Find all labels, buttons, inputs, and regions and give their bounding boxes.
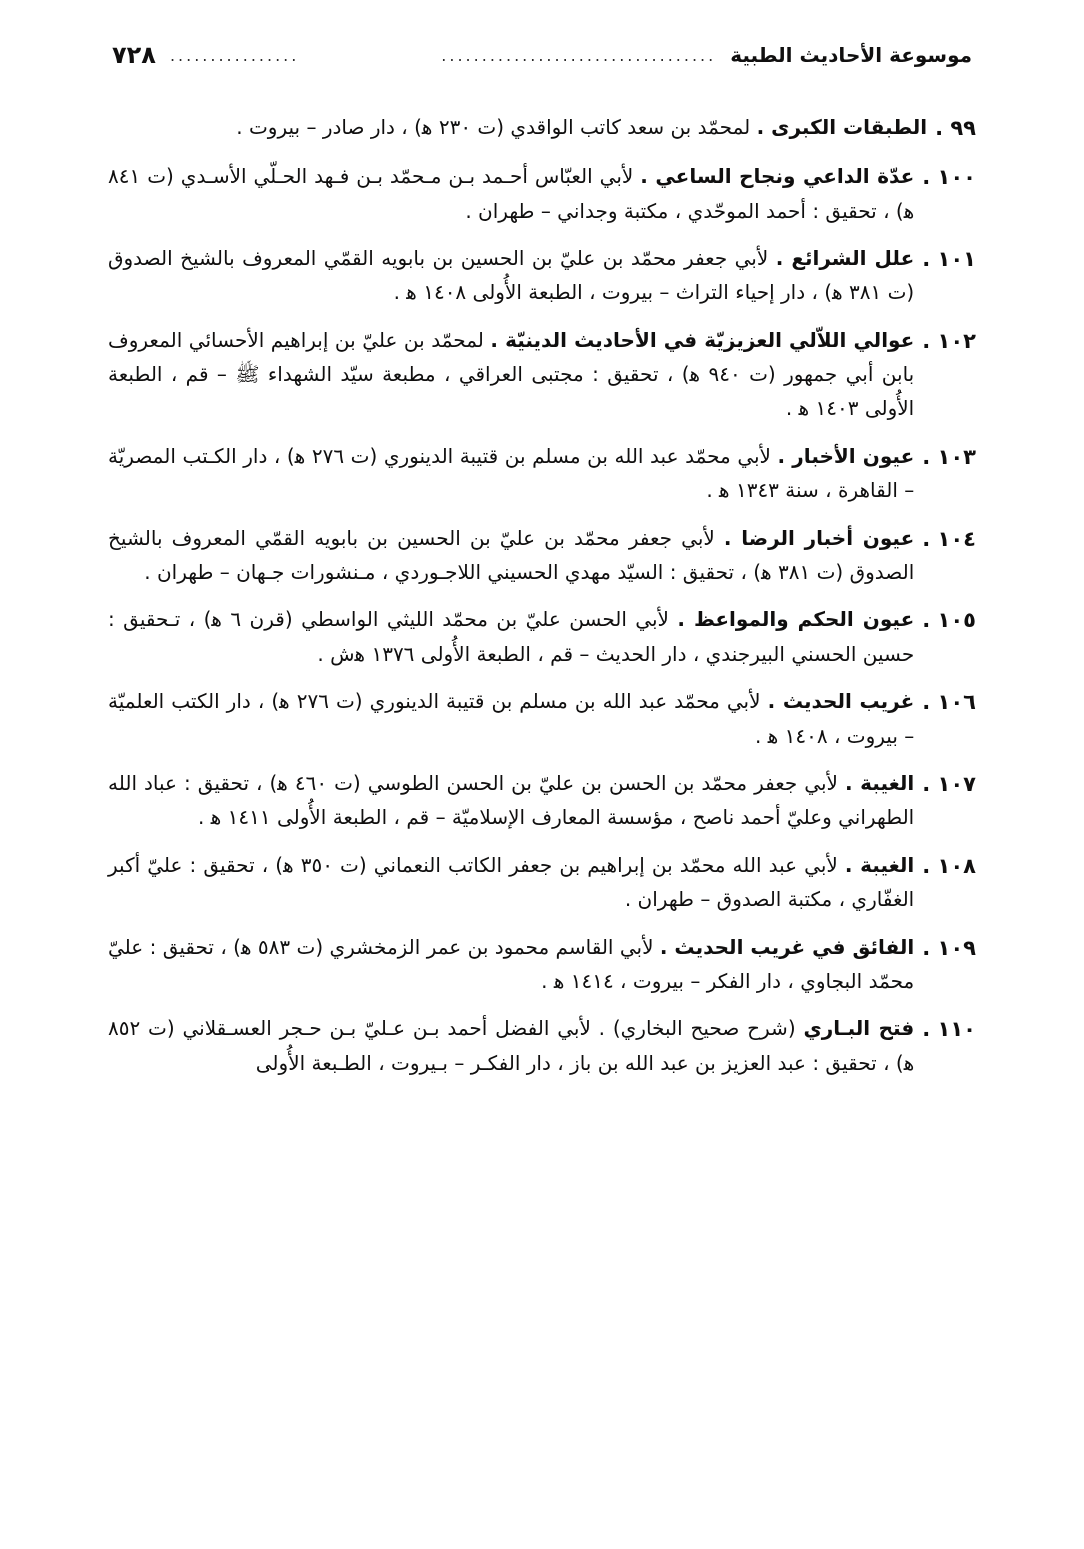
entry-title: فتح البـاري: [803, 1016, 915, 1041]
entry-number: ١٠٤ .: [922, 526, 976, 551]
entry-number: ١٠٨ .: [922, 853, 976, 878]
list-item: [108, 110, 976, 146]
entry-details: لأبي جعفر محمّد بن عليّ بن الحسين بن بابويه القمّي المعروف بالشيخ الصدوق (ت ٣٨١ ﻫ) ، تحقيق : السيّد مهدي الحسيني اللاجـوردي ، مـنشورات جـهان – طهران .: [108, 525, 915, 585]
list-item: [108, 521, 976, 590]
page-header: [112, 38, 972, 72]
bibliography-list: [108, 110, 976, 1529]
list-item: [108, 439, 976, 508]
entry-number: ١٠٩ .: [922, 935, 976, 960]
entry-body: [108, 110, 927, 144]
entry-details: لأبي عبد الله محمّد بن إبراهيم بن جعفر الكاتب النعماني (ت ٣٥٠ ﻫ) ، تحقيق : عليّ أكبر الغفّاري ، مكتبة الصدوق – طهران .: [108, 852, 915, 912]
entry-number: ١٠٥ .: [922, 608, 976, 633]
page-number: ٧٢٨: [112, 41, 156, 69]
entry-title: علل الشرائع .: [775, 245, 915, 270]
list-item: [108, 684, 976, 753]
entry-body: [108, 323, 914, 426]
list-item: [108, 848, 976, 917]
list-item: [108, 930, 976, 999]
entry-title: عيون الأخبار .: [777, 443, 915, 468]
entry-details: (شرح صحيح البخاري) . لأبي الفضل أحمد بـن عـليّ بـن حـجر العسـقلاني (ت ٨٥٢ ﻫ) ، تحقيق : عبد العزيز بن عبد الله بن باز ، دار الفكـر – بـيروت ، الطـبعة الأُولى: [108, 1016, 915, 1075]
entry-title: غريب الحديث .: [767, 689, 915, 714]
entry-number: ١٠٠ .: [922, 165, 976, 190]
entry-details: لأبي جعفر محمّد بن الحسن بن عليّ بن الحسن الطوسي (ت ٤٦٠ ﻫ) ، تحقيق : عباد الله الطهراني وعليّ أحمد ناصح ، مؤسسة المعارف الإسلاميّة – قم ، الطبعة الأُولى ١٤١١ ﻫ .: [108, 770, 915, 830]
entry-body: [108, 439, 914, 508]
entry-body: [108, 848, 914, 917]
entry-title: الغيبة .: [844, 770, 915, 795]
list-item: [108, 323, 976, 426]
entry-details: لأبي محمّد عبد الله بن مسلم بن قتيبة الدينوري (ت ٢٧٦ ﻫ) ، دار الكـتب المصريّة – القاهرة ، سنة ١٣٤٣ ﻫ .: [108, 443, 915, 503]
entry-title: الطبقات الكبرى .: [756, 115, 928, 139]
entry-title: عدّة الداعي ونجاح الساعي .: [640, 164, 915, 189]
entry-number: ١٠٦ .: [922, 690, 976, 715]
entry-body: [108, 930, 914, 999]
entry-title: الغيبة .: [844, 852, 915, 877]
entry-number: ١٠١ .: [922, 246, 976, 271]
header-dot-leader-left: ................: [169, 45, 300, 65]
list-item: [108, 602, 976, 671]
entry-body: [108, 159, 914, 228]
entry-number: ١١٠ .: [922, 1017, 976, 1042]
entry-number: ١٠٢ .: [922, 328, 976, 353]
entry-details: لأبي جعفر محمّد بن عليّ بن الحسين بن بابويه القمّي المعروف بالشيخ الصدوق (ت ٣٨١ ﻫ) ، دار إحياء التراث – بيروت ، الطبعة الأُولى ١٤٠٨ ﻫ .: [108, 245, 915, 305]
list-item: [108, 1011, 976, 1080]
entry-title: عيون أخبار الرضا .: [723, 525, 915, 550]
entry-body: [108, 602, 914, 671]
entry-details: لأبي الحسن عليّ بن محمّد الليثي الواسطي (قرن ٦ ﻫ) ، تـحقيق : حسين الحسني البيرجندي ، دار الحديث – قم ، الطبعة الأُولى ١٣٧٦ ﻫش .: [108, 607, 915, 666]
entry-body: [108, 521, 914, 590]
entry-title: عيون الحكم والمواعظ .: [677, 607, 915, 632]
entry-body: [108, 684, 914, 753]
entry-details: لمحمّد بن سعد كاتب الواقدي (ت ٢٣٠ ﻫ) ، دار صادر – بيروت .: [236, 115, 757, 139]
entry-details: لأبي القاسم محمود بن عمر الزمخشري (ت ٥٨٣ ﻫ) ، تحقيق : عليّ محمّد البجاوي ، دار الفكر – بيروت ، ١٤١٤ ﻫ .: [108, 934, 915, 993]
entry-details: لأبي محمّد عبد الله بن مسلم بن قتيبة الدينوري (ت ٢٧٦ ﻫ) ، دار الكتب العلميّة – بيروت ، ١٤٠٨ ﻫ .: [108, 689, 915, 748]
entry-body: [108, 241, 914, 310]
entry-body: [108, 1011, 914, 1080]
list-item: [108, 159, 976, 228]
entry-number: ١٠٣ .: [922, 444, 976, 469]
list-item: [108, 241, 976, 310]
entry-details: لأبي العبّاس أحـمد بـن مـحمّد بـن فـهد الحـلّي الأسـدي (ت ٨٤١ ﻫ) ، تحقيق : أحمد الموحّدي ، مكتبة وجداني – طهران .: [108, 164, 915, 223]
entry-title: عوالي اللاّلي العزيزيّة في الأحاديث الدينيّة .: [490, 327, 915, 352]
entry-title: الفائق في غريب الحديث .: [659, 934, 915, 959]
entry-details: لمحمّد بن عليّ بن إبراهيم الأحسائي المعروف بابن أبي جمهور (ت ٩٤٠ ﻫ) ، تحقيق : مجتبى العراقي ، مطبعة سيّد الشهداء ﷺ – قم ، الطبعة الأُولى ١٤٠٣ ﻫ .: [108, 327, 915, 421]
entry-number: ١٠٧ .: [922, 771, 976, 796]
book-title: موسوعة الأحاديث الطبية: [730, 43, 972, 67]
entry-body: [108, 766, 914, 835]
entry-number: ٩٩ .: [935, 116, 976, 140]
list-item: [108, 766, 976, 835]
header-dot-leader-right: ..................................: [441, 45, 717, 65]
